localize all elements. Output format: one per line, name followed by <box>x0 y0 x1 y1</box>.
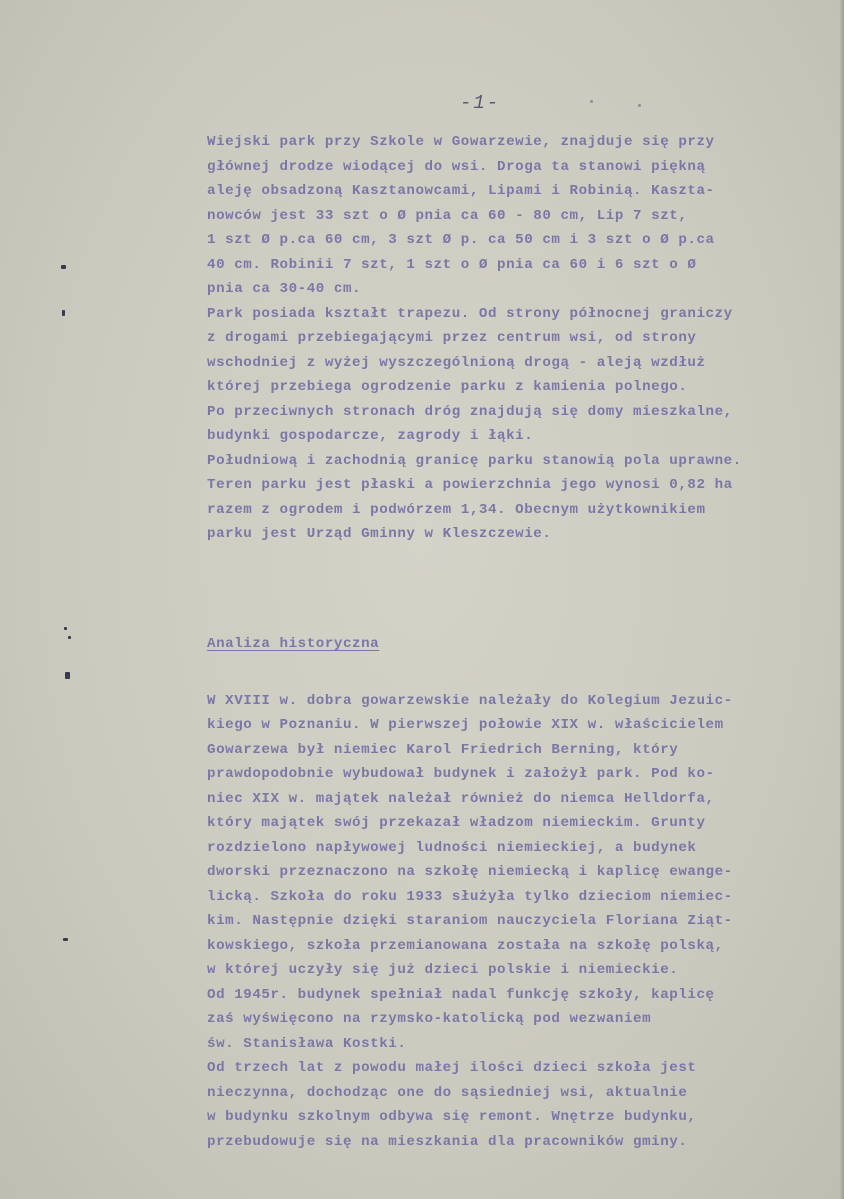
punch-mark <box>68 636 71 639</box>
paragraph2-line: nieczynna, dochodząc one do sąsiedniej wsi, aktualnie <box>207 1084 688 1101</box>
paragraph2-line: Gowarzewa był niemiec Karol Friedrich Berning, który <box>207 741 679 758</box>
page-edge <box>840 0 844 1199</box>
paragraph1-line: razem z ogrodem i podwórzem 1,34. Obecnym użytkownikiem <box>207 501 706 518</box>
paragraph2-line: kiego w Poznaniu. W pierwszej połowie XIX w. właścicielem <box>207 717 724 733</box>
paragraph1-line: nowców jest 33 szt o Ø pnia ca 60 - 80 cm, Lip 7 szt, <box>207 207 688 224</box>
paragraph-history <box>207 689 822 1155</box>
paper-speck <box>638 104 641 107</box>
paragraph1-line: Południową i zachodnią granicę parku stanowią pola uprawne. <box>207 452 742 469</box>
paragraph1-line: wschodniej z wyżej wyszczególnioną drogą - aleją wzdłuż <box>207 354 706 371</box>
paragraph1-line: głównej drodze wiodącej do wsi. Droga ta stanowi piękną <box>207 158 706 175</box>
paragraph-park-description <box>207 130 822 547</box>
paragraph2-line: w budynku szkolnym odbywa się remont. Wnętrze budynku, <box>207 1109 697 1125</box>
paragraph1-line: aleję obsadzoną Kasztanowcami, Lipami i Robinią. Kaszta- <box>207 183 715 199</box>
paragraph2-line: Od trzech lat z powodu małej ilości dzieci szkoła jest <box>207 1060 697 1076</box>
paragraph1-line: z drogami przebiegającymi przez centrum wsi, od strony <box>207 330 697 346</box>
punch-mark <box>65 672 70 679</box>
paper-speck <box>590 100 593 103</box>
punch-mark <box>61 265 66 269</box>
punch-mark <box>62 310 65 316</box>
paragraph2-line: prawdopodobnie wybudował budynek i założył park. Pod ko- <box>207 766 715 782</box>
paragraph1-line: Po przeciwnych stronach dróg znajdują się domy mieszkalne, <box>207 403 733 420</box>
paragraph1-line: parku jest Urząd Gminny w Kleszczewie. <box>207 526 552 542</box>
paragraph2-line: dworski przeznaczono na szkołę niemiecką i kaplicę ewange- <box>207 864 733 880</box>
paragraph2-line: Od 1945r. budynek spełniał nadal funkcję szkoły, kaplicę <box>207 986 715 1003</box>
paragraph1-line: pnia ca 30-40 cm. <box>207 281 362 297</box>
punch-mark <box>64 627 67 630</box>
paragraph1-line: Park posiada kształt trapezu. Od strony północnej graniczy <box>207 305 733 322</box>
section-heading: Analiza historyczna <box>207 636 380 652</box>
paragraph2-line: rozdzielono napływowej ludności niemieckiej, a budynek <box>207 839 697 856</box>
historical-analysis-section <box>207 600 822 1186</box>
paragraph1-line: Wiejski park przy Szkole w Gowarzewie, znajduje się przy <box>207 134 715 150</box>
paragraph2-line: kim. Następnie dzięki staraniom nauczyciela Floriana Ziąt- <box>207 913 733 929</box>
paragraph2-line: w której uczyły się już dzieci polskie i niemieckie. <box>207 962 679 978</box>
paragraph1-line: 1 szt Ø p.ca 60 cm, 3 szt Ø p. ca 50 cm i 3 szt o Ø p.ca <box>207 232 715 248</box>
paragraph2-line: W XVIII w. dobra gowarzewskie należały do Kolegium Jezuic- <box>207 692 733 709</box>
page-number: -1- <box>460 92 501 114</box>
paragraph2-line: który majątek swój przekazał władzom niemieckim. Grunty <box>207 815 706 831</box>
paragraph2-line: kowskiego, szkoła przemianowana została na szkołę polską, <box>207 937 724 954</box>
paragraph2-line: św. Stanisława Kostki. <box>207 1035 407 1052</box>
paragraph2-line: przebudowuje się na mieszkania dla pracowników gminy. <box>207 1133 688 1150</box>
paragraph1-line: Teren parku jest płaski a powierzchnia jego wynosi 0,82 ha <box>207 477 733 493</box>
paragraph1-line: 40 cm. Robinii 7 szt, 1 szt o Ø pnia ca 60 i 6 szt o Ø <box>207 256 697 273</box>
paragraph2-line: zaś wyświęcono na rzymsko-katolicką pod wezwaniem <box>207 1011 652 1027</box>
paragraph2-line: niec XIX w. majątek należał również do niemca Helldorfa, <box>207 790 715 807</box>
punch-mark <box>63 938 68 941</box>
paragraph1-line: której przebiega ogrodzenie parku z kamienia polnego. <box>207 379 688 395</box>
paragraph2-line: licką. Szkoła do roku 1933 służyła tylko dzieciom niemiec- <box>207 888 733 905</box>
paragraph1-line: budynki gospodarcze, zagrody i łąki. <box>207 428 534 444</box>
